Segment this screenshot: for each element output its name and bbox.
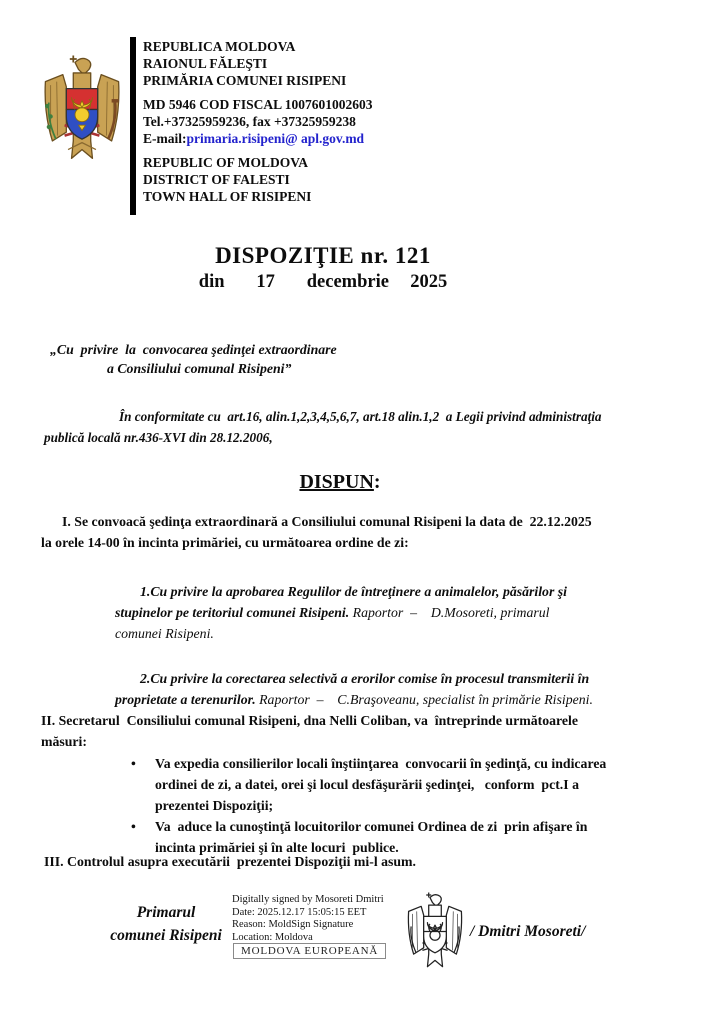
agenda-item-2 xyxy=(115,668,593,710)
agenda-items xyxy=(115,581,593,710)
digital-reason: Reason: MoldSign Signature xyxy=(232,919,354,930)
legal-basis xyxy=(44,406,602,448)
digital-signed-by: Digitally signed by Mosoreti Dmitri xyxy=(232,894,384,905)
item2-line1: 2.Cu privire la corectarea selectivă a erorilor comise în procesul transmiterii în xyxy=(140,671,590,686)
section-1-line2: la orele 14-00 în incinta primăriei, cu următoarea ordine de zi: xyxy=(41,535,409,550)
signer-name: / Dmitri Mosoreti/ xyxy=(470,923,586,940)
email-label: E-mail: xyxy=(143,131,187,146)
item2-line2-normal: Raportor – C.Braşoveanu, specialist în primărie Risipeni. xyxy=(255,692,593,707)
bullet2-line1: Va aduce la cunoştinţă locuitorilor comunei Ordinea de zi prin afişare în xyxy=(155,819,588,834)
digital-date: Date: 2025.12.17 15:05:15 EET xyxy=(232,906,367,918)
title-date: din 17 decembrie 2025 xyxy=(198,272,448,292)
org-en-line3: TOWN HALL OF RISIPENI xyxy=(143,189,312,204)
org-name-en xyxy=(143,154,373,205)
bullet-icon: • xyxy=(131,756,136,771)
item1-line3: comunei Risipeni. xyxy=(115,626,214,641)
digital-signature-details xyxy=(232,894,384,944)
signer-role-line2: comunei Risipeni xyxy=(110,927,222,944)
section-2-line1: II. Secretarul Consiliului comunal Risipeni, dna Nelli Coliban, va întreprinde următoarele xyxy=(41,713,578,728)
digital-location: Location: Moldova xyxy=(232,931,313,943)
document-title xyxy=(0,243,646,293)
bullet-icon: • xyxy=(131,819,136,834)
legal-basis-line1: În conformitate cu art.16, alin.1,2,3,4,5,6,7, art.18 alin.1,2 a Legii privind administraţia xyxy=(119,409,602,424)
section-1 xyxy=(41,511,592,553)
org-ro-line1: REPUBLICA MOLDOVA xyxy=(143,39,296,54)
subject-line2: a Consiliului comunal Risipeni” xyxy=(107,361,292,376)
agenda-item-1 xyxy=(115,581,593,644)
subject xyxy=(50,340,337,378)
item1-line2-bold: stupinelor pe teritoriul comunei Risipeni. xyxy=(115,605,350,620)
item1-line1: 1.Cu privire la aprobarea Regulilor de întreţinere a animalelor, păsărilor şi xyxy=(140,584,567,599)
org-ro-line2: RAIONUL FĂLEŞTI xyxy=(143,56,268,71)
phone-fax: Tel.+37325959236, fax +37325959238 xyxy=(143,114,356,129)
org-ro-line3: PRIMĂRIA COMUNEI RISIPENI xyxy=(143,73,347,88)
signer-role-line1: Primarul xyxy=(136,904,196,921)
section-2-line2: măsuri: xyxy=(41,734,87,749)
measures-list xyxy=(131,753,606,858)
moldova-europeana-stamp: MOLDOVA EUROPEANĂ xyxy=(233,943,386,959)
dispun-word: DISPUN xyxy=(299,471,374,493)
moldova-coat-of-arms-outline-icon xyxy=(403,890,467,978)
org-name-ro xyxy=(143,38,373,89)
bullet1-line2: ordinei de zi, a datei, orei şi locul desfăşurării şedinţei, conform pct.I a xyxy=(155,777,579,792)
org-contacts xyxy=(143,96,373,147)
item1-line2-normal: Raportor – D.Mosoreti, primarul xyxy=(349,605,550,620)
header-divider-bar xyxy=(130,37,136,215)
email-link[interactable]: primaria.risipeni@ apl.gov.md xyxy=(186,131,365,146)
moldova-coat-of-arms xyxy=(36,52,128,174)
dispun-heading xyxy=(0,471,680,494)
org-en-line1: REPUBLIC OF MOLDOVA xyxy=(143,155,309,170)
legal-basis-line2: publică locală nr.436-XVI din 28.12.2006, xyxy=(44,430,273,445)
fiscal-code: MD 5946 COD FISCAL 1007601002603 xyxy=(143,97,373,112)
dispun-colon: : xyxy=(373,471,381,493)
bullet2-line2: incinta primăriei şi în alte locuri publice. xyxy=(155,840,399,855)
email-line xyxy=(143,130,373,147)
section-2 xyxy=(41,710,578,752)
signer-role xyxy=(95,901,237,947)
list-item xyxy=(131,753,606,816)
item2-line2-bold: proprietate a terenurilor. xyxy=(115,692,256,707)
subject-line1: „Cu privire la convocarea şedinţei extraordinare xyxy=(50,342,337,357)
bullet1-line3: prezentei Dispoziţii; xyxy=(155,798,274,813)
bullet1-line1: Va expedia consilierilor locali înştiinţarea convocarii în şedinţă, cu indicarea xyxy=(155,756,607,771)
letterhead xyxy=(143,38,373,212)
title-number: DISPOZIŢIE nr. 121 xyxy=(215,243,431,268)
section-3: III. Controlul asupra executării prezentei Dispoziţii mi-l asum. xyxy=(44,854,416,869)
org-en-line2: DISTRICT OF FALESTI xyxy=(143,172,290,187)
section-1-line1: I. Se convoacă şedinţa extraordinară a Consiliului comunal Risipeni la data de 22.12.2025 xyxy=(62,514,592,529)
